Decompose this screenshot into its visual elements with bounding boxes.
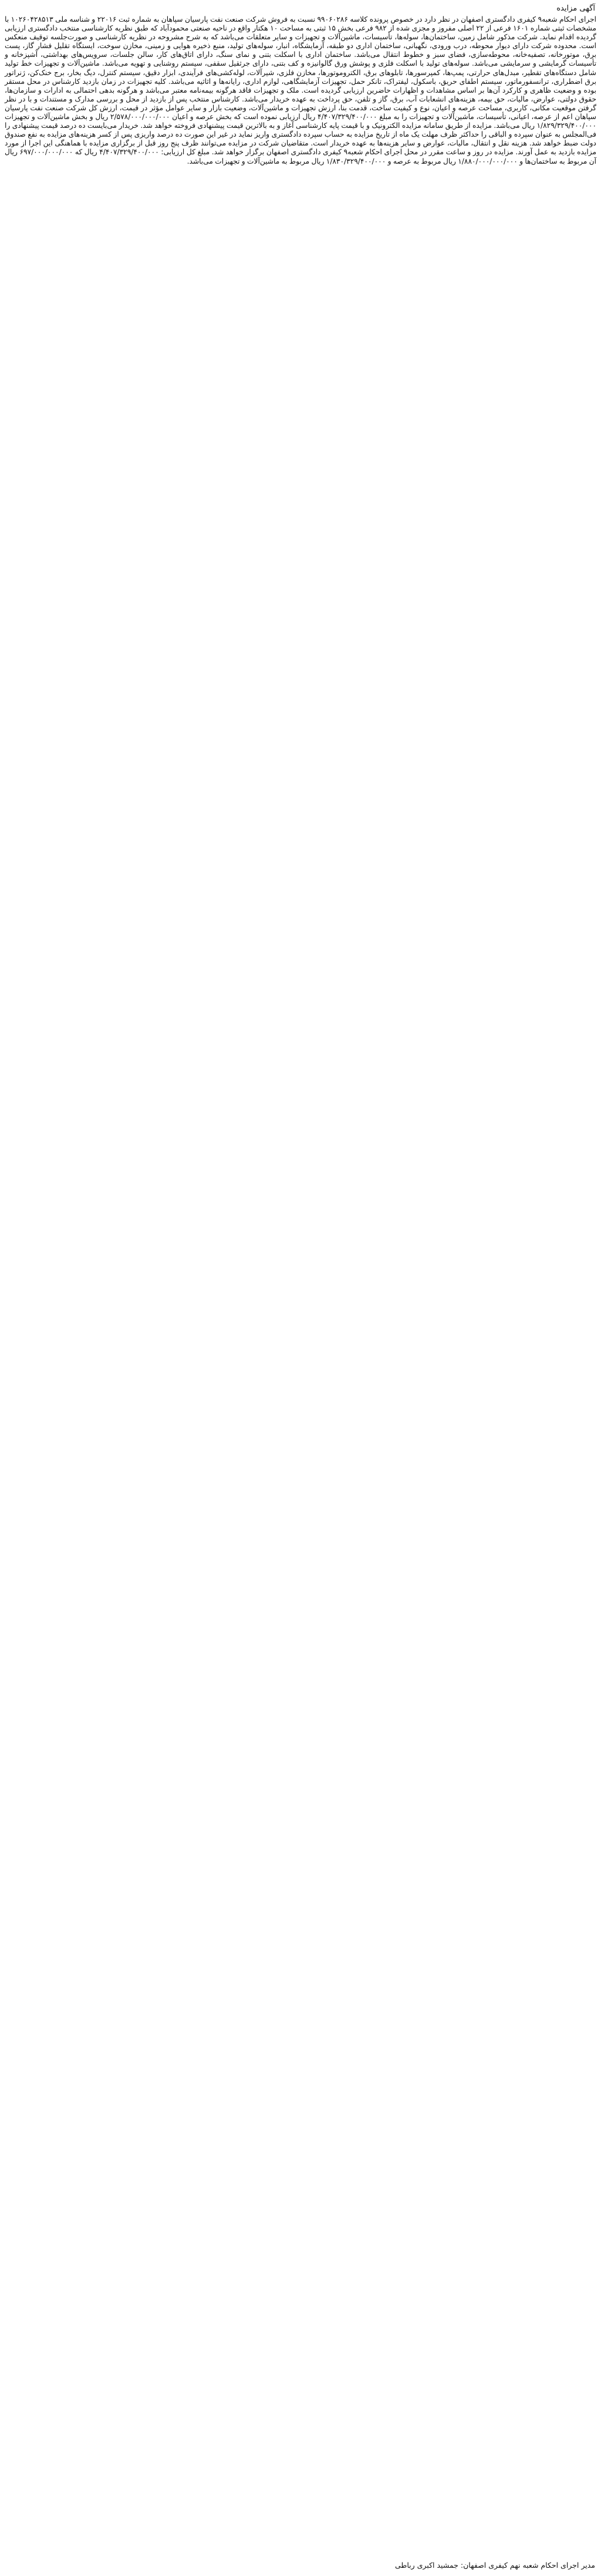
notice-body-text: اجرای احکام شعبه۹ کیفری دادگستری اصفهان در نظر دارد در خصوص پرونده کلاسه ۹۹۰۶۰۲۸۶ نسبت به فروش شرکت صنعت نفت پارسیان سپاهان به شماره ثبت ۲۲۰۱۶ و شناسه ملی ۱۰۲۶۰۴۲۸۵۱۳ با مشخصات ثبتی شماره ۱۶۰۱ فرعی از ۲۲ اصلی مفروز و مجزی شده از ۹۸۲ فرعی بخش ۱۵ ثبتی به مساحت ۱۰ هکتار واقع در ناحیه صنعتی محمودآباد که طبق نظریه کارشناسی منتخب دادگستری ارزیابی گردیده اقدام نماید. شرکت مذکور شامل زمین، ساختمان‌ها، سوله‌ها، تأسیسات، ماشین‌آلات و تجهیزات و سایر متعلقات می‌باشد که به شرح مشروحه در نظریه کارشناسی و صورت‌جلسه توقیف منعکس است. محدوده شرکت دارای دیوار محوطه، درب ورودی، نگهبانی، ساختمان اداری دو طبقه، آزمایشگاه، انبار، سوله‌های تولید، منبع ذخیره هوایی و زمینی، مخازن سوخت، ایستگاه تقلیل فشار گاز، پست برق، موتورخانه، تصفیه‌خانه، محوطه‌سازی، فضای سبز و خطوط انتقال می‌باشد. ساختمان اداری با اسکلت بتنی و نمای سنگ، دارای اتاق‌های کار، سالن جلسات، سرویس‌های بهداشتی، آشپزخانه و تأسیسات گرمایشی و سرمایشی می‌باشد. سوله‌های تولید با اسکلت فلزی و پوشش ورق گالوانیزه و کف بتنی، دارای جرثقیل سقفی، سیستم روشنایی و تهویه می‌باشد. ماشین‌آلات و تجهیزات خط تولید شامل دستگاه‌های تقطیر، مبدل‌های حرارتی، پمپ‌ها، کمپرسورها، تابلوهای برق، الکتروموتورها، مخازن فلزی، شیرآلات، لوله‌کشی‌های فرآیندی، ابزار دقیق، سیستم کنترل، دیگ بخار، برج خنک‌کن، ژنراتور برق اضطراری، ترانسفورماتور، سیستم اطفای حریق، باسکول، لیفتراک، تانکر حمل، تجهیزات آزمایشگاهی، لوازم اداری، رایانه‌ها و اثاثیه می‌باشد. کلیه تجهیزات در زمان بازدید کارشناس در محل مستقر بوده و وضعیت ظاهری و کارکرد آن‌ها بر اساس مشاهدات و اظهارات حاضرین ارزیابی گردیده است. ملک و تجهیزات فاقد هرگونه بیمه‌نامه معتبر می‌باشد و هرگونه بدهی احتمالی به ادارات و سازمان‌ها، حقوق دولتی، عوارض، مالیات، حق بیمه، هزینه‌های انشعابات آب، برق، گاز و تلفن، حق پرداخت به عهده خریدار می‌باشد. کارشناس منتخب پس از بازدید از محل و بررسی مدارک و مستندات و با در نظر گرفتن موقعیت مکانی، کاربری، مساحت عرصه و اعیان، نوع و کیفیت ساخت، قدمت بنا، ارزش تجهیزات و ماشین‌آلات، وضعیت بازار و سایر عوامل مؤثر در قیمت، ارزش کل شرکت صنعت نفت پارسیان سپاهان اعم از عرصه، اعیانی، تأسیسات، ماشین‌آلات و تجهیزات را به مبلغ ۴/۴۰۷/۳۲۹/۴۰۰/۰۰۰ ریال ارزیابی نموده است که بخش عرصه و اعیان ۲/۵۷۸/۰۰۰/۰۰۰/۰۰۰ ریال و بخش ماشین‌آلات و تجهیزات ۱/۸۲۹/۳۲۹/۴۰۰/۰۰۰ ریال می‌باشد. مزایده از طریق سامانه مزایده الکترونیک و با قیمت پایه کارشناسی آغاز و به بالاترین قیمت پیشنهادی فروخته خواهد شد. خریدار می‌بایست ده درصد قیمت پیشنهادی را فی‌المجلس به عنوان سپرده و الباقی را حداکثر ظرف مهلت یک ماه از تاریخ مزایده به حساب سپرده دادگستری واریز نماید در غیر این صورت ده درصد واریزی پس از کسر هزینه‌های مزایده به نفع صندوق دولت ضبط خواهد شد. هزینه نقل و انتقال، مالیات، عوارض و سایر هزینه‌ها به عهده خریدار است. متقاضیان شرکت در مزایده می‌توانند ظرف پنج روز قبل از برگزاری مزایده با هماهنگی این اجرا از مورد مزایده بازدید به عمل آورند. مزایده در روز و ساعت مقرر در محل اجرای احکام شعبه۹ کیفری دادگستری اصفهان برگزار خواهد شد. مبلغ کل ارزیابی: ۴/۴۰۷/۳۲۹/۴۰۰/۰۰۰ ریال که ۶۹۷/۰۰۰/۰۰۰/۰۰۰ ریال آن مربوط به ساختمان‌ها و ۱/۸۸۰/۰۰۰/۰۰۰/۰۰۰ ریال مربوط به عرصه و ۱/۸۳۰/۳۲۹/۴۰۰/۰۰۰ ریال مربوط به ماشین‌آلات و تجهیزات می‌باشد. — [5, 15, 597, 165]
notice-title: آگهی مزایده — [556, 4, 595, 13]
notice-signature: مدیر اجرای احکام شعبه نهم کیفری اصفهان: جمشید اکبری رباطی — [394, 2561, 595, 2570]
